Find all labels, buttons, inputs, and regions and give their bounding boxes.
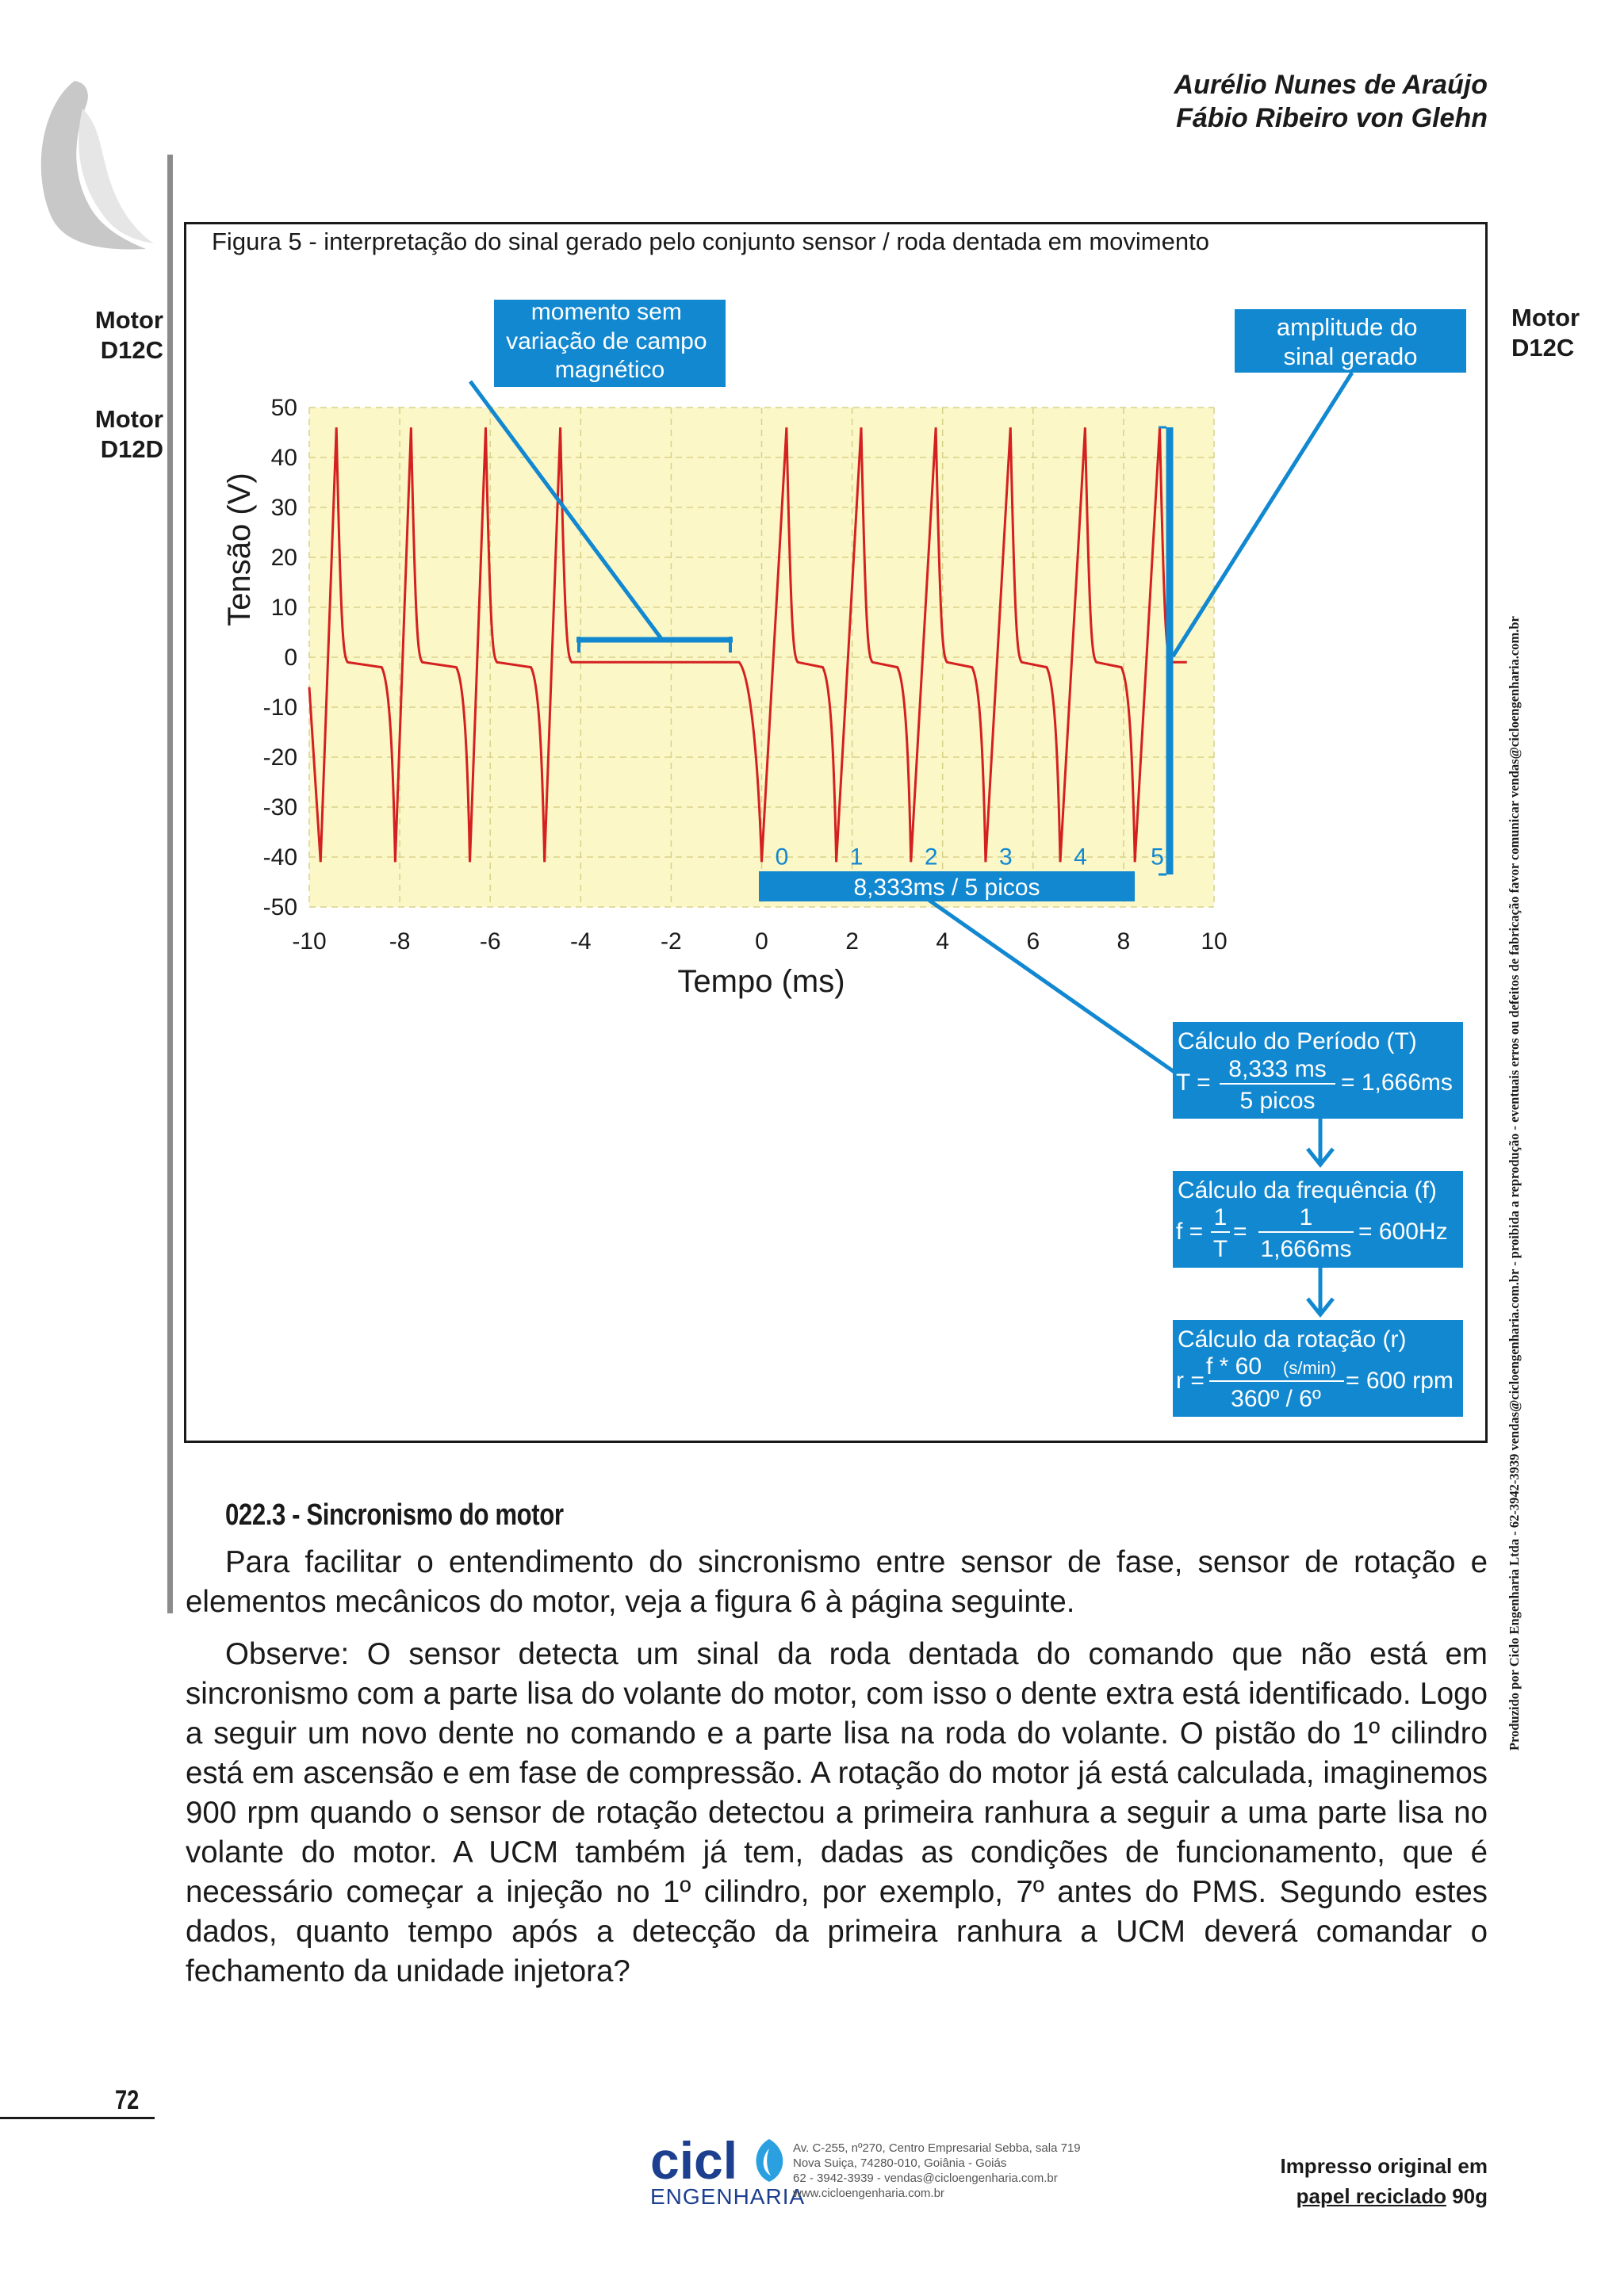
svg-text:= 600Hz: = 600Hz: [1358, 1219, 1448, 1245]
svg-text:cicl: cicl: [650, 2133, 738, 2188]
svg-text:=: =: [1233, 1219, 1247, 1245]
svg-text:Cálculo do Período (T): Cálculo do Período (T): [1178, 1028, 1417, 1054]
page-number-rule: [0, 2117, 155, 2119]
calc-rotation-box: [1173, 1320, 1463, 1417]
x-tick-label: 2: [845, 928, 859, 955]
calc-period-box: [1173, 1022, 1463, 1119]
paragraph-2: Observe: O sensor detecta um sinal da roda dentada do comando que não está em sincronismo com a parte lisa do volante do motor, com isso o dente extra está identificado. Logo a seguir um novo dente no comando e a parte lisa na roda do volante. O pistão do 1º cilindro está em ascensão e em fase de compressão. A rotação do motor já está calculada, imaginemos 900 rpm quando o sensor de rotação detectou a primeira ranhura a seguir a uma parte lisa no volante do motor. A UCM também já tem, dadas as condições de funcionamento, que é necessário começar a injeção no 1º cilindro, por exemplo, 7º antes do PMS. Segundo estes dados, quanto tempo após a detecção da primeira ranhura a UCM deverá comandar o fechamento da unidade injetora?: [186, 1637, 1488, 1988]
ciclo-brand-engenharia: ENGENHARIA: [650, 2184, 806, 2209]
svg-text:T =: T =: [1176, 1070, 1211, 1096]
side-label-motor-d12d-left: Motor D12D: [94, 405, 163, 463]
left-margin-rule: [167, 155, 173, 1613]
vertical-credit-line: Produzido por Ciclo Engenharia Ltda - 62-3942-3939 vendas@cicloengenharia.com.br - proibida a reprodução - eventuais erros ou defeitos de fabricação favor comunicar vendas@cicloengenharia.com.br: [1507, 616, 1522, 1751]
svg-text:360º / 6º: 360º / 6º: [1231, 1386, 1321, 1412]
svg-text:= 600 rpm: = 600 rpm: [1346, 1368, 1454, 1394]
section-heading: 022.3 - Sincronismo do motor: [225, 1498, 564, 1532]
peak-number: 3: [999, 844, 1013, 871]
page-number: 72: [115, 2085, 140, 2115]
y-tick-label: 20: [270, 545, 297, 571]
y-tick-label: -40: [262, 844, 297, 871]
x-tick-label: 10: [1201, 928, 1228, 955]
peak-number: 1: [849, 844, 864, 871]
x-tick-label: -10: [292, 928, 327, 955]
x-tick-label: 8: [1116, 928, 1131, 955]
x-tick-label: 6: [1026, 928, 1040, 955]
y-tick-label: -20: [262, 744, 297, 771]
svg-text:1: 1: [1299, 1204, 1313, 1230]
x-axis-label: Tempo (ms): [677, 964, 845, 999]
x-tick-label: -4: [569, 928, 592, 955]
svg-text:r =: r =: [1176, 1368, 1205, 1394]
svg-text:amplitude do sinal gerad: amplitude do sinal gerado: [1276, 313, 1418, 370]
authors: [1174, 68, 1488, 135]
x-tick-label: -2: [661, 928, 682, 955]
x-tick-label: 0: [755, 928, 768, 955]
svg-text:1: 1: [1213, 1204, 1228, 1230]
y-axis-label: Tensão (V): [222, 473, 257, 626]
author-1: Aurélio Nunes de Araújo: [1174, 70, 1488, 100]
svg-text:momento sem variação de: momento sem variação de campo magnético: [506, 299, 707, 383]
svg-text:(s/min): (s/min): [1283, 1358, 1337, 1378]
y-tick-label: 0: [284, 645, 297, 671]
x-tick-label: -6: [479, 928, 501, 955]
y-tick-label: -50: [262, 894, 297, 920]
period-bar-label: 8,333ms / 5 picos: [853, 874, 1040, 901]
svg-text:5 picos: 5 picos: [1239, 1088, 1316, 1114]
calc-frequency-box: [1173, 1171, 1463, 1268]
peak-number: 2: [924, 844, 938, 871]
figure-5: [184, 222, 1488, 1443]
y-tick-labels: [263, 395, 297, 920]
x-tick-labels: [292, 928, 1227, 955]
period-connector: [929, 900, 1178, 1074]
signal-chart: [186, 224, 1485, 1441]
y-tick-label: -10: [262, 695, 297, 721]
svg-text:= 1,666ms: = 1,666ms: [1341, 1070, 1453, 1096]
down-arrow-1: [1308, 1119, 1333, 1165]
side-label-motor-d12c-right: Motor D12C: [1511, 304, 1580, 362]
svg-text:f * 60: f * 60: [1206, 1353, 1262, 1380]
y-tick-label: 10: [270, 595, 297, 621]
publisher-swirl-logo: [27, 73, 162, 279]
ciclo-logo: [650, 2133, 793, 2188]
y-tick-label: -30: [262, 794, 297, 821]
svg-text:T: T: [1212, 1236, 1228, 1262]
footer-address: Av. C-255, nº270, Centro Empresarial Sebba, sala 719 Nova Suiça, 74280-010, Goiânia - Goiás 62 - 3942-3939 - vendas@cicloengenharia.com.br www.cicloengenharia.com.br: [793, 2141, 1081, 2200]
y-tick-label: 40: [270, 445, 297, 471]
svg-text:Cálculo da rotação (r): Cálculo da rotação (r): [1178, 1326, 1407, 1353]
peak-number: 5: [1151, 844, 1164, 871]
svg-text:f =: f =: [1176, 1219, 1204, 1245]
x-tick-label: -8: [389, 928, 411, 955]
svg-text:Cálculo da frequência (f): Cálculo da frequência (f): [1178, 1177, 1437, 1203]
y-tick-label: 30: [270, 495, 297, 521]
svg-text:1,666ms: 1,666ms: [1260, 1236, 1352, 1262]
peak-number: 4: [1074, 844, 1087, 871]
paragraph-1: Para facilitar o entendimento do sincronismo entre sensor de fase, sensor de rotação e elementos mecânicos do motor, veja a figura 6 à página seguinte.: [186, 1545, 1488, 1619]
figure-caption: Figura 5 - interpretação do sinal gerado pelo conjunto sensor / roda dentada em movimento: [212, 228, 1209, 255]
author-2: Fábio Ribeiro von Glehn: [1176, 103, 1488, 133]
footer-print-note: Impresso original em papel reciclado 90g: [1280, 2154, 1488, 2208]
peak-number: 0: [775, 844, 789, 871]
side-label-motor-d12c-left: Motor D12C: [94, 306, 163, 364]
y-tick-label: 50: [270, 395, 297, 421]
svg-text:8,333 ms: 8,333 ms: [1228, 1056, 1327, 1082]
x-tick-label: 4: [936, 928, 950, 955]
down-arrow-2: [1308, 1268, 1333, 1314]
